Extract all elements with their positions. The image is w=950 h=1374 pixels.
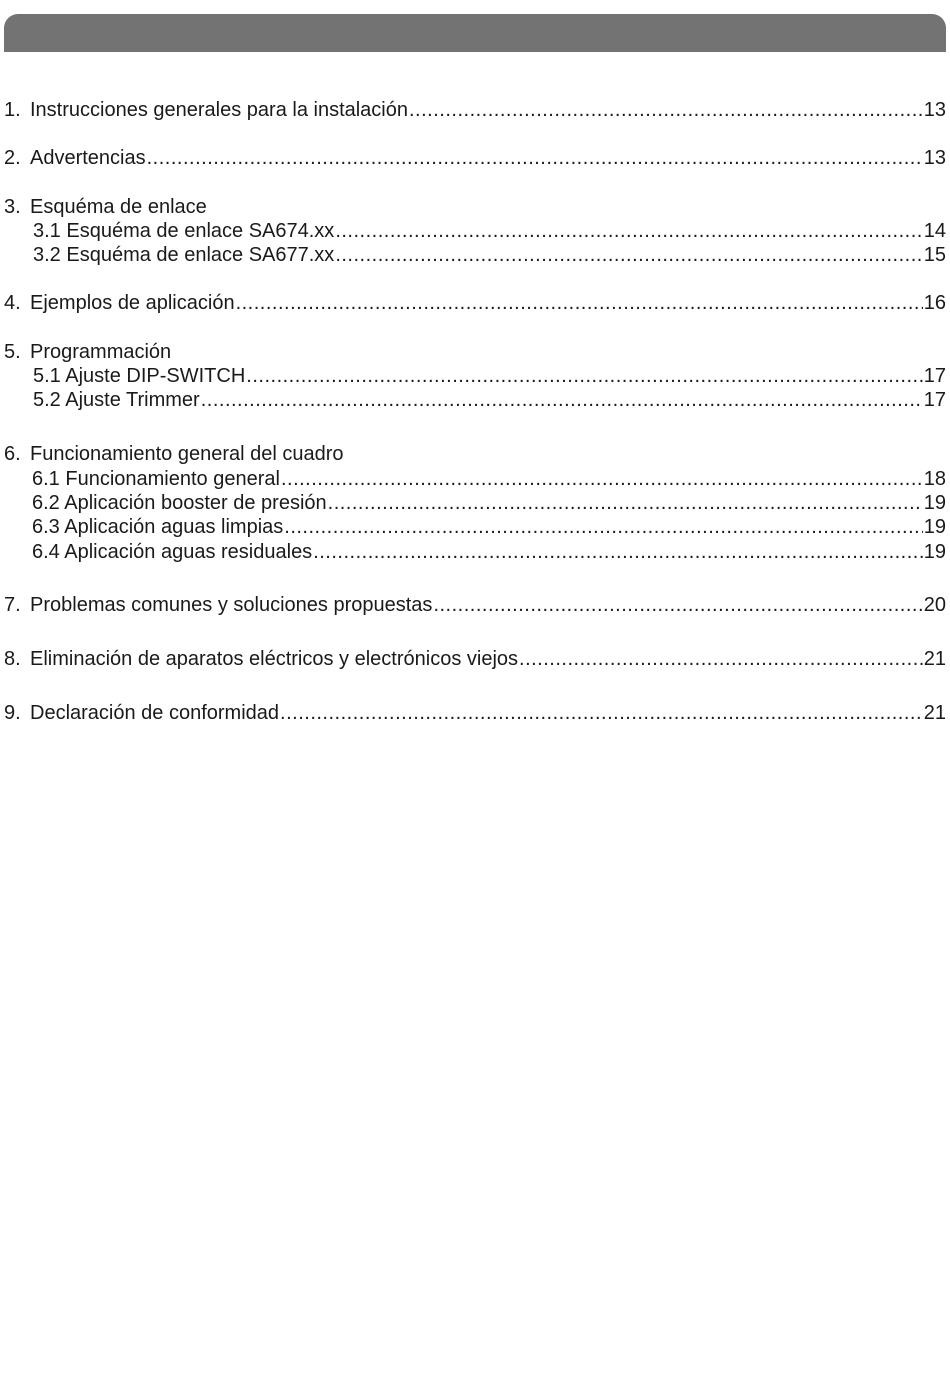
toc-entry-3-1[interactable]: [33, 219, 946, 243]
toc-dot-leader: [335, 243, 922, 267]
toc-entry-9[interactable]: [4, 701, 946, 725]
toc-entry-5-2[interactable]: [33, 388, 946, 412]
toc-dot-leader: [328, 491, 923, 515]
toc-entry-title: 6.4 Aplicación aguas residuales: [32, 541, 313, 563]
toc-dot-leader: [433, 593, 922, 617]
toc-dot-leader: [409, 98, 923, 122]
toc-entry-page: 17: [923, 389, 946, 411]
toc-entry-number: 7.: [4, 594, 21, 616]
toc-entry-title: Funcionamiento general del cuadro: [30, 443, 344, 465]
toc-entry-6-3[interactable]: [32, 515, 946, 539]
toc-entry-number: 5.: [4, 341, 21, 363]
toc-entry-title: 3.2 Esquéma de enlace SA677.xx: [33, 244, 335, 266]
toc-entry-number: 3.: [4, 196, 21, 218]
toc-entry-title: Eliminación de aparatos eléctricos y electrónicos viejos: [30, 648, 519, 670]
toc-entry-2[interactable]: [4, 146, 946, 170]
toc-entry-page: 20: [923, 594, 946, 616]
toc-entry-page: 14: [923, 220, 946, 242]
toc-entry-title: 6.3 Aplicación aguas limpias: [32, 516, 284, 538]
toc-entry-6-1[interactable]: [32, 467, 946, 491]
toc-entry-3-2[interactable]: [33, 243, 946, 267]
toc-entry-title: Ejemplos de aplicación: [30, 292, 235, 314]
toc-entry-title: Esquéma de enlace: [30, 196, 207, 218]
toc-dot-leader: [246, 364, 922, 388]
toc-entry-number: 1.: [4, 99, 21, 121]
toc-dot-leader: [313, 540, 923, 564]
toc-entry-page: 18: [923, 468, 946, 490]
toc-entry-title: Programmación: [30, 341, 172, 363]
toc-dot-leader: [201, 388, 923, 412]
toc-entry-page: 13: [923, 147, 946, 169]
toc-entry-title: Declaración de conformidad: [30, 702, 280, 724]
toc-entry-7[interactable]: [4, 593, 946, 617]
toc-entry-6-2[interactable]: [32, 491, 946, 515]
toc-entry-page: 21: [923, 648, 946, 670]
toc-entry-page: 19: [923, 516, 946, 538]
toc-dot-leader: [519, 647, 923, 671]
toc-entry-page: 15: [923, 244, 946, 266]
toc-entry-title: 3.1 Esquéma de enlace SA674.xx: [33, 220, 335, 242]
toc-entry-title: Instrucciones generales para la instalación: [30, 99, 408, 121]
toc-entry-page: 17: [923, 365, 946, 387]
toc-entry-number: 4.: [4, 292, 21, 314]
toc-entry-title: 5.1 Ajuste DIP-SWITCH: [33, 365, 246, 387]
toc-entry-1[interactable]: [4, 98, 946, 122]
toc-entry-6-4[interactable]: [32, 540, 946, 564]
toc-dot-leader: [147, 146, 923, 170]
toc-section-6: [4, 442, 946, 466]
toc-entry-number: 8.: [4, 648, 21, 670]
toc-entry-8[interactable]: [4, 647, 946, 671]
toc-entry-number: 2.: [4, 147, 21, 169]
toc-entry-number: 6.: [4, 443, 21, 465]
toc-dot-leader: [284, 515, 922, 539]
toc-entry-title: 6.2 Aplicación booster de presión: [32, 492, 327, 514]
toc-entry-page: 19: [923, 541, 946, 563]
toc-entry-4[interactable]: [4, 291, 946, 315]
toc-entry-page: 21: [923, 702, 946, 724]
toc-dot-leader: [236, 291, 923, 315]
toc-dot-leader: [335, 219, 922, 243]
toc-entry-title: 5.2 Ajuste Trimmer: [33, 389, 200, 411]
toc-section-5: [4, 340, 946, 364]
toc-entry-page: 19: [923, 492, 946, 514]
toc-entry-page: 13: [923, 99, 946, 121]
toc-dot-leader: [281, 467, 923, 491]
toc-dot-leader: [280, 701, 923, 725]
toc-entry-number: 9.: [4, 702, 21, 724]
toc-section-3: [4, 195, 946, 219]
toc-entry-title: 6.1 Funcionamiento general: [32, 468, 280, 490]
toc-entry-title: Problemas comunes y soluciones propuestas: [30, 594, 433, 616]
toc-entry-title: Advertencias: [30, 147, 146, 169]
toc-entry-5-1[interactable]: [33, 364, 946, 388]
toc-entry-page: 16: [923, 292, 946, 314]
